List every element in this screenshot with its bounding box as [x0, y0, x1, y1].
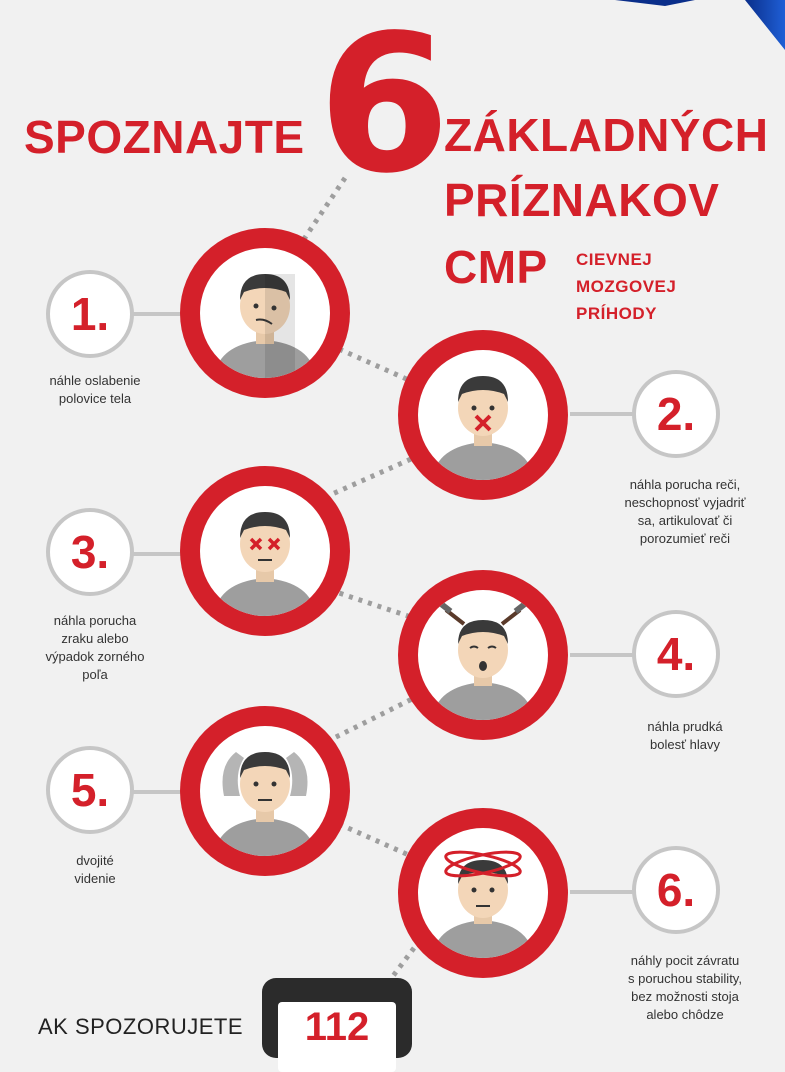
label-line: bolesť hlavy — [650, 737, 720, 752]
symptom-circle-5 — [180, 706, 350, 876]
number-circle-6: 6. — [632, 846, 720, 934]
title-line-zakladnych: ZÁKLADNÝCH — [444, 109, 769, 161]
number-circle-4: 4. — [632, 610, 720, 698]
subtitle-line: CIEVNEJ — [576, 250, 653, 269]
person-half-icon — [200, 248, 330, 378]
label-line: neschopnosť vyjadriť — [624, 495, 746, 510]
label-line: porozumieť reči — [639, 531, 731, 546]
symptom-circle-4 — [398, 570, 568, 740]
phone-icon — [262, 978, 412, 1058]
label-line: sa, artikulovať či — [637, 513, 733, 528]
label-line: výpadok zorného — [45, 649, 145, 664]
title-number-six: 6 — [318, 0, 451, 215]
symptom-label-1 — [20, 372, 170, 408]
person-headache-icon — [418, 590, 548, 720]
title-line-priznakov: PRÍZNAKOV — [444, 174, 720, 226]
symptom-circle-6 — [398, 808, 568, 978]
label-line: zraku alebo — [61, 631, 129, 646]
label-line: náhla prudká — [647, 719, 723, 734]
footer-text: AK SPOZORUJETE — [38, 1014, 244, 1039]
symptom-label-2 — [600, 476, 770, 548]
label-line: náhly pocit závratu — [630, 953, 740, 968]
number-circle-1: 1. — [46, 270, 134, 358]
symptom-label-5 — [20, 852, 170, 888]
number-circle-2: 2. — [632, 370, 720, 458]
connector-6 — [570, 890, 634, 894]
label-line: náhle oslabenie — [49, 373, 141, 388]
label-line: bez možnosti stoja — [631, 989, 739, 1004]
label-line: poľa — [82, 667, 108, 682]
symptom-label-4 — [600, 718, 770, 754]
symptom-label-3 — [20, 612, 170, 684]
label-line: s poruchou stability, — [628, 971, 742, 986]
person-hands-on-head-icon — [200, 726, 330, 856]
label-line: polovice tela — [58, 391, 132, 406]
person-eyes-x-icon — [200, 486, 330, 616]
label-line: videnie — [74, 871, 116, 886]
symptom-circle-3 — [180, 466, 350, 636]
connector-4 — [570, 653, 634, 657]
person-dizzy-icon — [418, 828, 548, 958]
connector-2 — [570, 412, 634, 416]
person-mouth-x-icon — [418, 350, 548, 480]
label-line: dvojité — [76, 853, 114, 868]
label-line: náhla porucha — [53, 613, 137, 628]
label-line: náhla porucha reči, — [629, 477, 741, 492]
emergency-number: 112 — [278, 1002, 396, 1072]
symptom-label-6 — [600, 952, 770, 1024]
number-circle-5: 5. — [46, 746, 134, 834]
symptom-circle-1 — [180, 228, 350, 398]
label-line: alebo chôdze — [646, 1007, 724, 1022]
subtitle-line: MOZGOVEJ — [576, 277, 677, 296]
title-word-spoznajte: SPOZNAJTE — [24, 111, 305, 163]
number-circle-3: 3. — [46, 508, 134, 596]
title-acronym-cmp: CMP — [444, 241, 548, 293]
symptom-circle-2 — [398, 330, 568, 500]
subtitle-line: PRÍHODY — [576, 304, 657, 323]
